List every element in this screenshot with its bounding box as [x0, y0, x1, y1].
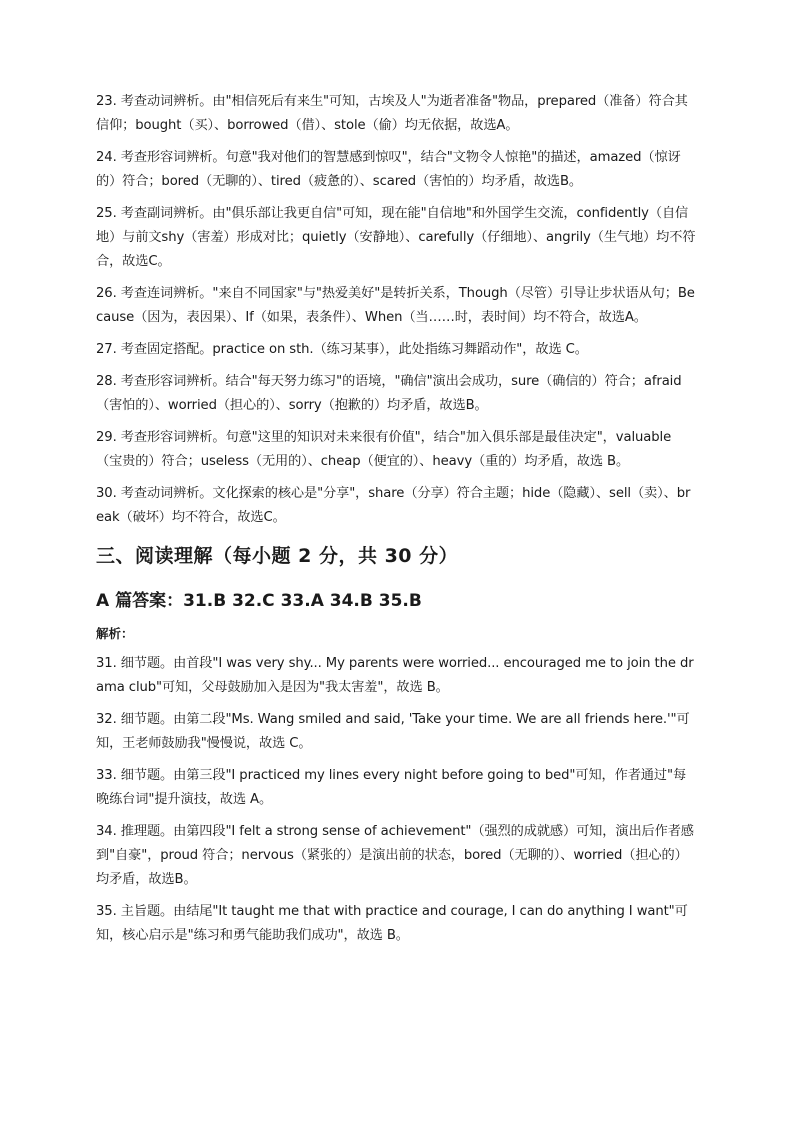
explanation-item: 30. 考查动词辨析。文化探索的核心是"分享"，share（分享）符合主题；hide（隐藏）、sell（卖）、break（破坏）均不符合，故选C。 — [96, 486, 691, 525]
explanation-item: 34. 推理题。由第四段"I felt a strong sense of achievement"（强烈的成就感）可知，演出后作者感到"自豪"，proud 符合；nervous（紧张的）是演出前的状态，bored（无聊的）、worried（担心的）均矛盾，故选B。 — [96, 824, 694, 887]
document-page — [96, 90, 696, 956]
passage-a-explanations — [96, 652, 696, 948]
explanation-item: 31. 细节题。由首段"I was very shy... My parents were worried... encouraged me to join the drama club"可知，父母鼓励加入是因为"我太害羞"，故选 B。 — [96, 656, 694, 695]
section-heading: 三、阅读理解（每小题 2 分，共 30 分） — [96, 545, 459, 567]
explanation-item: 35. 主旨题。由结尾"It taught me that with practice and courage, I can do anything I want"可知，核心启示是"练习和勇气能助我们成功"，故选 B。 — [96, 904, 688, 943]
explanation-item: 26. 考查连词辨析。"来自不同国家"与"热爱美好"是转折关系，Though（尽管）引导让步状语从句；Because（因为，表因果）、If（如果，表条件）、When（当……时，表时间）均不符合，故选A。 — [96, 286, 695, 325]
explanation-item: 24. 考查形容词辨析。句意"我对他们的智慧感到惊叹"，结合"文物令人惊艳"的描述，amazed（惊讶的）符合；bored（无聊的）、tired（疲惫的）、scared（害怕的）均矛盾，故选B。 — [96, 150, 681, 189]
explanation-item: 27. 考查固定搭配。practice on sth.（练习某事），此处指练习舞蹈动作"，故选 C。 — [96, 342, 588, 357]
answer-key-heading: A 篇答案：31.B 32.C 33.A 34.B 35.B — [96, 591, 422, 611]
explanation-item: 32. 细节题。由第二段"Ms. Wang smiled and said, 'Take your time. We are all friends here.'"可知，王老师鼓励我"慢慢说，故选 C。 — [96, 712, 690, 751]
explanation-item: 28. 考查形容词辨析。结合"每天努力练习"的语境，"确信"演出会成功，sure（确信的）符合；afraid（害怕的）、worried（担心的）、sorry（抱歉的）均矛盾，故选B。 — [96, 374, 682, 413]
explanation-item: 23. 考查动词辨析。由"相信死后有来生"可知，古埃及人"为逝者准备"物品，prepared（准备）符合其信仰；bought（买）、borrowed（借）、stole（偷）均无依据，故选A。 — [96, 94, 688, 133]
explanation-item: 29. 考查形容词辨析。句意"这里的知识对未来很有价值"，结合"加入俱乐部是最佳决定"，valuable （宝贵的）符合；useless（无用的）、cheap（便宜的）、heavy（重的）均矛盾，故选 B。 — [96, 430, 672, 469]
explanation-item: 33. 细节题。由第三段"I practiced my lines every night before going to bed"可知，作者通过"每晚练台词"提升演技，故选 A。 — [96, 768, 687, 807]
analysis-label: 解析： — [96, 626, 134, 641]
explanation-item: 25. 考查副词辨析。由"俱乐部让我更自信"可知，现在能"自信地"和外国学生交流，confidently（自信地）与前文shy（害羞）形成对比；quietly（安静地）、carefully（仔细地）、angrily（生气地）均不符合，故选C。 — [96, 206, 696, 269]
